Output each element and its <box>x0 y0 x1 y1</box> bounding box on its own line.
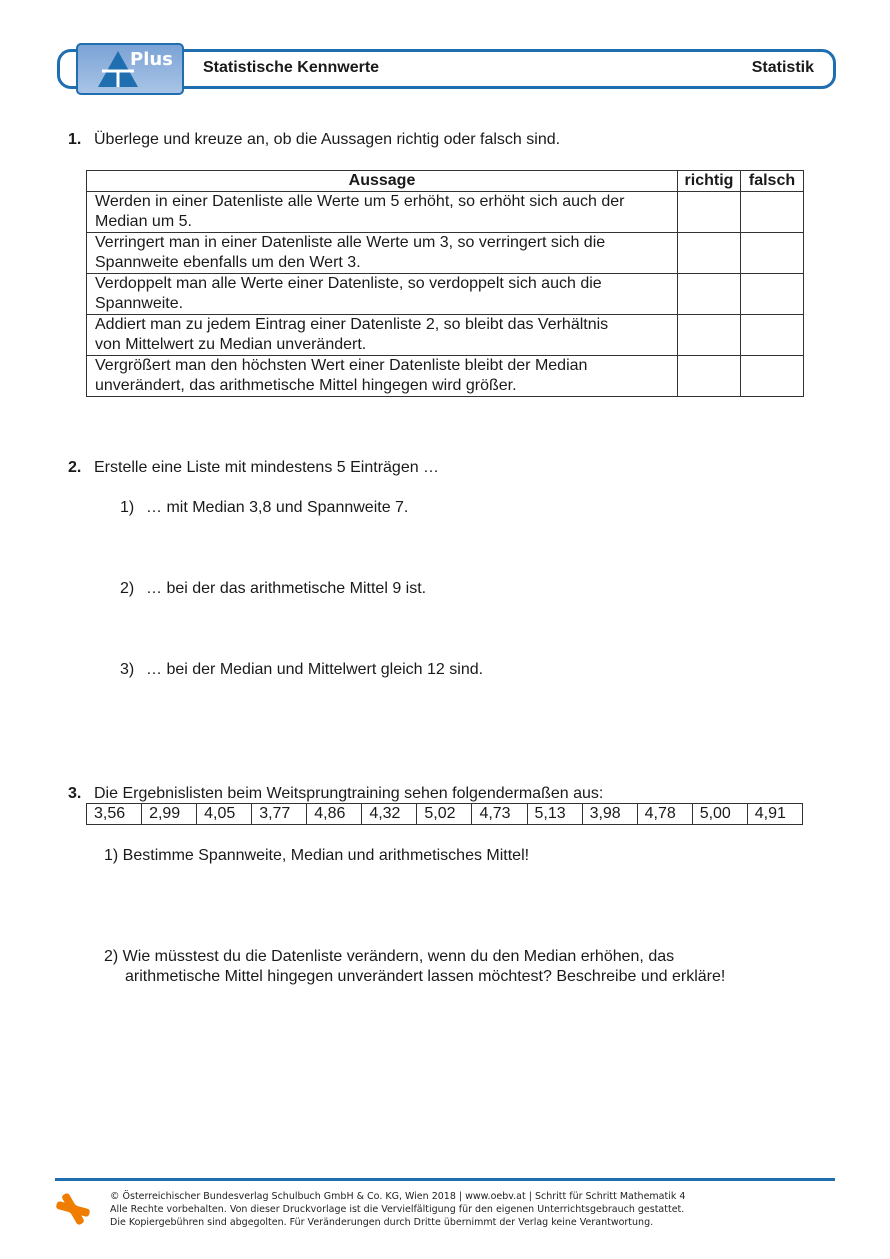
statement-text <box>87 274 678 315</box>
table-row <box>87 315 804 356</box>
value-cell: 2,99 <box>142 804 197 825</box>
statement-text <box>87 233 678 274</box>
task-2-item-3-text: … bei der Median und Mittelwert gleich 12 sind. <box>146 661 484 678</box>
checkbox-richtig[interactable] <box>678 274 741 315</box>
value-cell: 4,05 <box>197 804 252 825</box>
task-3-item-2-line-1: 2) Wie müsstest du die Datenliste verändern, wenn du den Median erhöhen, das <box>104 948 675 965</box>
statement-line: Spannweite. <box>95 295 184 312</box>
header-falsch: falsch <box>741 171 804 192</box>
footer-line: © Österreichischer Bundesverlag Schulbuch GmbH & Co. KG, Wien 2018 | www.oebv.at | Schritt für Schritt Mathematik 4 <box>110 1191 686 1202</box>
value-cell: 3,56 <box>87 804 142 825</box>
task-3-number: 3. <box>68 785 82 802</box>
statement-line: Verdoppelt man alle Werte einer Datenliste, so verdoppelt sich auch die <box>95 275 602 292</box>
table-row <box>87 233 804 274</box>
checkbox-richtig[interactable] <box>678 233 741 274</box>
statement-line: Werden in einer Datenliste alle Werte um 5 erhöht, so erhöht sich auch der <box>95 193 625 210</box>
task-2-item-2-text: … bei der das arithmetische Mittel 9 ist. <box>146 580 427 597</box>
checkbox-falsch[interactable] <box>741 315 804 356</box>
checkbox-falsch[interactable] <box>741 192 804 233</box>
checkbox-falsch[interactable] <box>741 274 804 315</box>
footer-copyright <box>110 1190 685 1229</box>
table-row <box>87 274 804 315</box>
page-title: Statistische Kennwerte <box>203 59 380 76</box>
statement-line: unverändert, das arithmetische Mittel hingegen wird größer. <box>95 377 517 394</box>
value-cell: 5,13 <box>527 804 582 825</box>
task-2-item-2-num: 2) <box>120 580 135 597</box>
statement-line: Median um 5. <box>95 213 192 230</box>
results-table <box>86 803 803 825</box>
statement-table <box>86 170 804 397</box>
value-cell: 4,32 <box>362 804 417 825</box>
value-cell: 5,00 <box>692 804 747 825</box>
checkbox-falsch[interactable] <box>741 233 804 274</box>
checkbox-richtig[interactable] <box>678 356 741 397</box>
task-1-instruction: Überlege und kreuze an, ob die Aussagen richtig oder falsch sind. <box>94 131 561 148</box>
statement-line: Spannweite ebenfalls um den Wert 3. <box>95 254 361 271</box>
value-cell: 4,73 <box>472 804 527 825</box>
task-2-instruction: Erstelle eine Liste mit mindestens 5 Einträgen … <box>94 459 440 476</box>
task-3-item-2-line-2: arithmetische Mittel hingegen unverändert lassen möchtest? Beschreibe und erkläre! <box>125 968 726 985</box>
checkbox-falsch[interactable] <box>741 356 804 397</box>
task-1-number: 1. <box>68 131 82 148</box>
statement-line: Verringert man in einer Datenliste alle Werte um 3, so verringert sich die <box>95 234 606 251</box>
table-header-row <box>87 171 804 192</box>
task-2-number: 2. <box>68 459 82 476</box>
statement-line: von Mittelwert zu Median unverändert. <box>95 336 367 353</box>
table-row <box>87 804 803 825</box>
header-richtig: richtig <box>678 171 741 192</box>
value-cell: 4,78 <box>637 804 692 825</box>
statement-text <box>87 192 678 233</box>
checkbox-richtig[interactable] <box>678 315 741 356</box>
statement-line: Addiert man zu jedem Eintrag einer Datenliste 2, so bleibt das Verhältnis <box>95 316 609 333</box>
footer-line: Alle Rechte vorbehalten. Von dieser Druckvorlage ist die Vervielfältigung für den eigenen Unterrichtsgebrauch gestattet. <box>110 1204 685 1215</box>
table-row <box>87 192 804 233</box>
publisher-logo-icon <box>55 1191 91 1227</box>
value-cell: 3,77 <box>252 804 307 825</box>
footer-line: Die Kopiergebühren sind abgegolten. Für Veränderungen durch Dritte übernimmt der Verlag keine Verantwortung. <box>110 1217 654 1228</box>
header-aussage: Aussage <box>87 171 678 192</box>
plus-logo <box>76 43 184 95</box>
statement-text <box>87 315 678 356</box>
checkbox-richtig[interactable] <box>678 192 741 233</box>
task-3-item-1: 1) Bestimme Spannweite, Median und arithmetisches Mittel! <box>104 847 530 864</box>
statement-line: Vergrößert man den höchsten Wert einer Datenliste bleibt der Median <box>95 357 588 374</box>
footer-divider <box>55 1178 835 1181</box>
table-row <box>87 356 804 397</box>
task-3-instruction: Die Ergebnislisten beim Weitsprungtraining sehen folgendermaßen aus: <box>94 785 604 802</box>
value-cell: 3,98 <box>582 804 637 825</box>
value-cell: 5,02 <box>417 804 472 825</box>
task-2-item-3-num: 3) <box>120 661 135 678</box>
task-2-item-1-num: 1) <box>120 499 135 516</box>
value-cell: 4,91 <box>747 804 802 825</box>
logo-text: Plus <box>130 49 173 70</box>
subject-label: Statistik <box>751 59 814 76</box>
value-cell: 4,86 <box>307 804 362 825</box>
task-2-item-1-text: … mit Median 3,8 und Spannweite 7. <box>146 499 409 516</box>
statement-text <box>87 356 678 397</box>
